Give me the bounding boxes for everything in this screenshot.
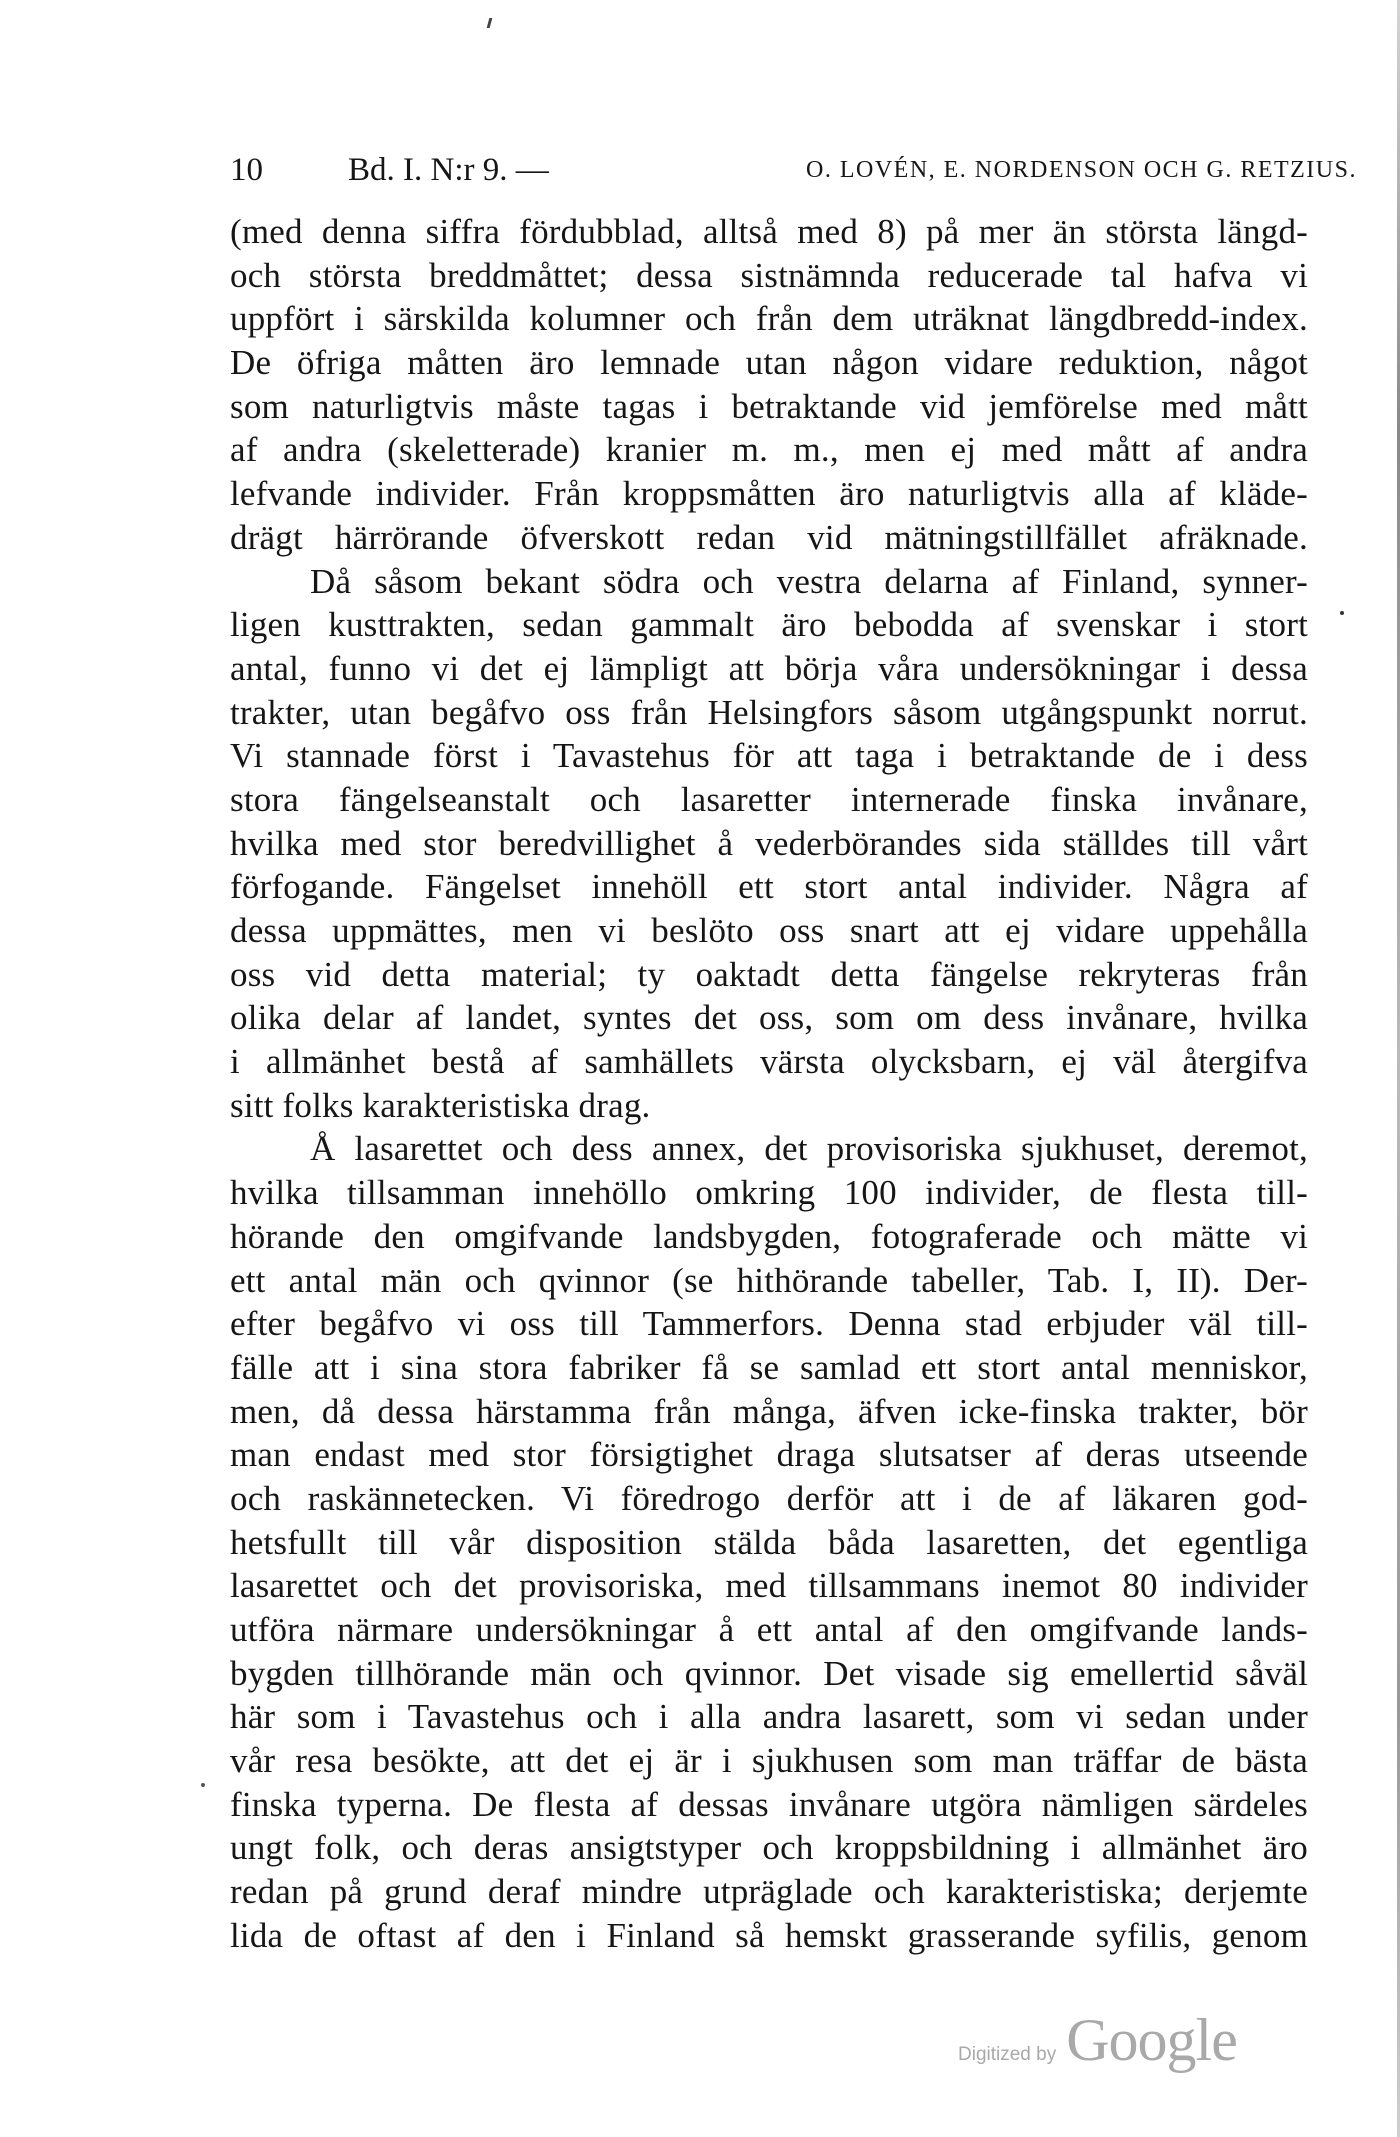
watermark-prefix: Digitized by xyxy=(958,2044,1057,2065)
digitized-by-google-watermark xyxy=(958,2006,1237,2073)
text-line: efter begåfvo vi oss till Tammerfors. Denna stad erbjuder väl till- xyxy=(230,1304,1308,1344)
text-line: dessa uppmättes, men vi beslöto oss snart att ej vidare uppehålla xyxy=(230,911,1308,950)
volume-reference: Bd. I. N:r 9. — xyxy=(348,152,549,188)
text-line: ligen kusttrakten, sedan gammalt äro bebodda af svenskar i stort xyxy=(230,605,1308,645)
text-line: De öfriga måtten äro lemnade utan någon vidare reduktion, något xyxy=(230,343,1308,383)
text-line: vår resa besökte, att det ej är i sjukhusen som man träffar de bästa xyxy=(230,1741,1308,1781)
text-line: ett antal män och qvinnor (se hithörande tabeller, Tab. I, II). Der- xyxy=(230,1260,1308,1300)
margin-speck xyxy=(1340,611,1344,615)
paragraph-end-line: sitt folks karakteristiska drag. xyxy=(230,1085,651,1125)
page-number: 10 xyxy=(230,152,263,188)
text-line: lasarettet och det provisoriska, med tillsammans inemot 80 individer xyxy=(230,1566,1308,1606)
text-line: redan på grund deraf mindre utpräglade och karakteristiska; derjemte xyxy=(230,1872,1308,1912)
text-line: hetsfullt till vår disposition stälda båda lasaretten, det egentliga xyxy=(230,1522,1308,1562)
text-line: hörande den omgifvande landsbygden, fotograferade och mätte vi xyxy=(230,1216,1308,1256)
text-line: förfogande. Fängelset innehöll ett stort antal individer. Några af xyxy=(230,867,1308,907)
google-logo-text: Google xyxy=(1066,2007,1237,2073)
body-text xyxy=(230,210,1308,1958)
text-line: trakter, utan begåfvo oss från Helsingfors såsom utgångspunkt norrut. xyxy=(230,692,1308,732)
running-authors: O. LOVÉN, E. NORDENSON OCH G. RETZIUS. xyxy=(806,157,1357,183)
text-line: stora fängelseanstalt och lasaretter internerade finska invånare, xyxy=(230,779,1308,819)
text-line: finska typerna. De flesta af dessas invånare utgöra nämligen särdeles xyxy=(230,1784,1308,1824)
paragraph-start-line: Då såsom bekant södra och vestra delarna af Finland, synner- xyxy=(310,561,1308,601)
text-line: här som i Tavastehus och i alla andra lasarett, som vi sedan under xyxy=(230,1697,1308,1737)
running-header xyxy=(230,148,1357,192)
text-line: hvilka med stor beredvillighet å vederbörandes sida ställdes till vårt xyxy=(230,823,1308,863)
margin-speck-left xyxy=(201,1783,205,1787)
text-line: hvilka tillsamman innehöllo omkring 100 individer, de flesta till- xyxy=(230,1173,1308,1213)
scan-mark xyxy=(487,18,493,28)
text-line: drägt härrörande öfverskott redan vid mätningstillfället afräknade. xyxy=(230,517,1308,557)
text-line: af andra (skeletterade) kranier m. m., men ej med mått af andra xyxy=(230,430,1308,470)
text-line: man endast med stor försigtighet draga slutsatser af deras utseende xyxy=(230,1435,1308,1475)
text-line: lida de oftast af den i Finland så hemskt grasserande syfilis, genom xyxy=(230,1915,1308,1955)
text-line: antal, funno vi det ej lämpligt att börja våra undersökningar i dessa xyxy=(230,648,1308,688)
text-line: fälle att i sina stora fabriker få se samlad ett stort antal menniskor, xyxy=(230,1347,1308,1387)
text-line: Vi stannade först i Tavastehus för att taga i betraktande de i dess xyxy=(230,736,1308,776)
text-line: olika delar af landet, syntes det oss, som om dess invånare, hvilka xyxy=(230,998,1308,1038)
text-line: oss vid detta material; ty oaktadt detta fängelse rekryteras från xyxy=(230,954,1308,994)
text-line: i allmänhet bestå af samhällets värsta olycksbarn, ej väl återgifva xyxy=(230,1042,1308,1082)
text-line: bygden tillhörande män och qvinnor. Det visade sig emellertid såväl xyxy=(230,1653,1308,1693)
text-line: uppfört i särskilda kolumner och från dem uträknat längdbredd-index. xyxy=(230,299,1308,339)
text-line: ungt folk, och deras ansigtstyper och kroppsbildning i allmänhet äro xyxy=(230,1828,1308,1868)
text-line: lefvande individer. Från kroppsmåtten äro naturligtvis alla af kläde- xyxy=(230,474,1308,514)
text-line: (med denna siffra fördubblad, alltså med 8) på mer än största längd- xyxy=(230,212,1308,251)
text-line: och största breddmåttet; dessa sistnämnda reducerade tal hafva vi xyxy=(230,255,1308,295)
paragraph-start-line: Å lasarettet och dess annex, det provisoriska sjukhuset, deremot, xyxy=(310,1129,1308,1169)
text-line: utföra närmare undersökningar å ett antal af den omgifvande lands- xyxy=(230,1610,1308,1649)
text-line: och raskännetecken. Vi föredrogo derför att i de af läkaren god- xyxy=(230,1478,1308,1518)
text-line: som naturligtvis måste tagas i betraktande vid jemförelse med mått xyxy=(230,386,1308,426)
text-line: men, då dessa härstamma från många, äfven icke-finska trakter, bör xyxy=(230,1391,1308,1431)
